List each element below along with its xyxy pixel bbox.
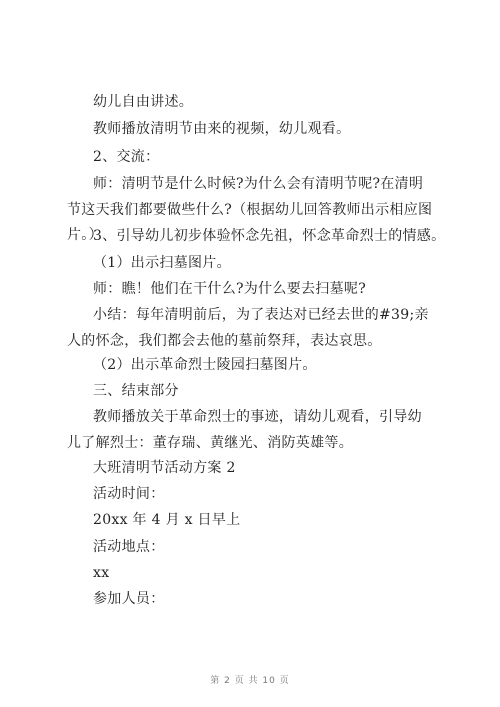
paragraph: （2）出示革命烈士陵园扫墓图片。 xyxy=(93,357,317,373)
paragraph: 20xx 年 4 月 x 日早上 xyxy=(93,512,241,528)
paragraph: 3、引导幼儿初步体验怀念先祖，怀念革命烈士的情感。 xyxy=(93,228,446,244)
section-heading: 三、结束部分 xyxy=(93,383,179,399)
paragraph: （1）出示扫墓图片。 xyxy=(93,255,231,271)
paragraph: 教师播放关于革命烈士的事迹，请幼儿观看，引导幼儿了解烈士：董存瑞、黄继光、消防英雄等。 xyxy=(67,409,422,451)
paragraph: 教师播放清明节由来的视频，幼儿观看。 xyxy=(93,121,351,137)
paragraph: 活动时间： xyxy=(93,486,165,502)
paragraph: 参加人员： xyxy=(93,591,165,607)
paragraph: 师：清明节是什么时候?为什么会有清明节呢?在清明节这天我们都要做些什么?（根据幼儿回答教师出示相应图片。） xyxy=(67,176,433,243)
paragraph: 活动地点： xyxy=(93,539,165,555)
page-number-footer: 第 2 页 共 10 页 xyxy=(210,676,290,686)
paragraph: 幼儿自由讲述。 xyxy=(93,94,194,110)
paragraph: xx xyxy=(93,565,110,581)
paragraph: 师：瞧！他们在干什么?为什么要去扫墓呢? xyxy=(93,281,367,297)
paragraph: 小结：每年清明前后，为了表达对已经去世的#39;亲人的怀念，我们都会去他的墓前祭拜，表达哀思。 xyxy=(67,307,429,349)
paragraph: 2、交流： xyxy=(93,149,160,165)
section-heading: 大班清明节活动方案 2 xyxy=(93,460,236,476)
